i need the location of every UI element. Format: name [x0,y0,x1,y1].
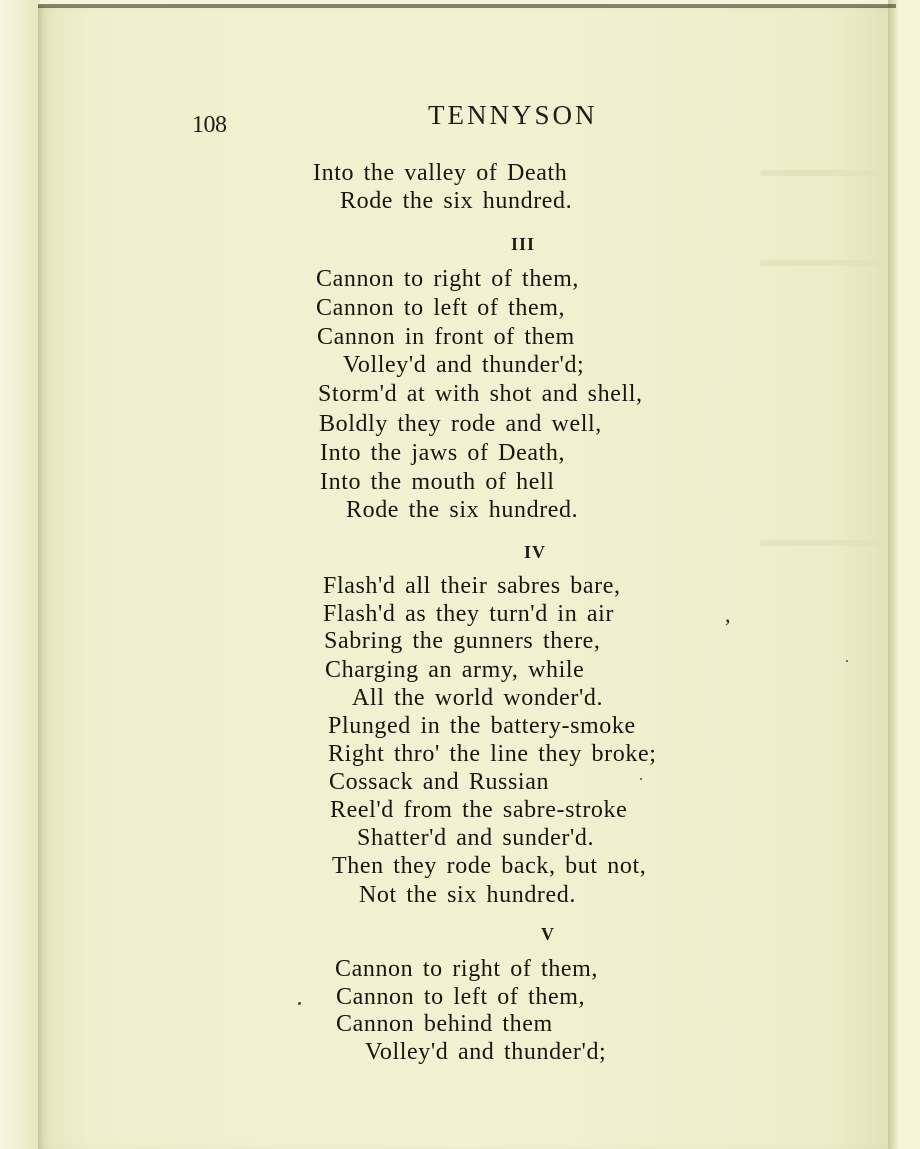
stanza-number: V [541,924,555,944]
running-head: TENNYSON [428,100,598,130]
poem-line: Into the mouth of hell [320,469,555,495]
poem-line: Then they rode back, but not, [332,853,647,879]
stanza-number: IV [524,542,547,562]
poem-line: Cossack and Russian [329,769,550,795]
poem-line: Rode the six hundred. [340,188,573,214]
poem-line: Plunged in the battery-smoke [328,713,636,739]
show-through-text [760,260,880,266]
poem-line: All the world wonder'd. [352,685,604,711]
poem-line: Volley'd and thunder'd; [343,352,585,378]
poem-line: Cannon to right of them, [335,956,599,982]
left-margin-strip [0,0,40,1149]
poem-line: Cannon to left of them, [336,984,586,1010]
page-gutter-edge [888,0,898,1149]
paper-speck [298,1002,301,1005]
poem-line: Flash'd all their sabres bare, [323,573,621,599]
poem-line: Boldly they rode and well, [319,411,602,437]
show-through-text [760,540,880,546]
poem-line: Volley'd and thunder'd; [365,1039,607,1065]
poem-line: Charging an army, while [325,657,585,683]
poem-line: Reel'd from the sabre-stroke [330,797,628,823]
poem-line: Into the valley of Death [313,160,568,186]
poem-line: Cannon to left of them, [316,295,566,321]
marginal-comma: , [725,602,731,627]
poem-line: Cannon behind them [336,1011,553,1037]
paper-speck [846,660,848,662]
poem-line: Not the six hundred. [359,882,576,908]
poem-line: Sabring the gunners there, [324,628,601,654]
paper-speck [640,778,642,780]
poem-line: Flash'd as they turn'd in air [323,601,615,627]
page-number: 108 [192,112,227,138]
top-edge-shadow [38,4,896,8]
poem-line: Cannon to right of them, [316,266,580,292]
poem-line: Rode the six hundred. [346,497,579,523]
poem-line: Shatter'd and sunder'd. [357,825,595,851]
show-through-text [760,170,880,176]
poem-line: Right thro' the line they broke; [328,741,657,767]
stanza-number: III [511,234,536,254]
poem-line: Into the jaws of Death, [320,440,566,466]
poem-line: Storm'd at with shot and shell, [318,381,643,407]
poem-line: Cannon in front of them [317,324,575,350]
